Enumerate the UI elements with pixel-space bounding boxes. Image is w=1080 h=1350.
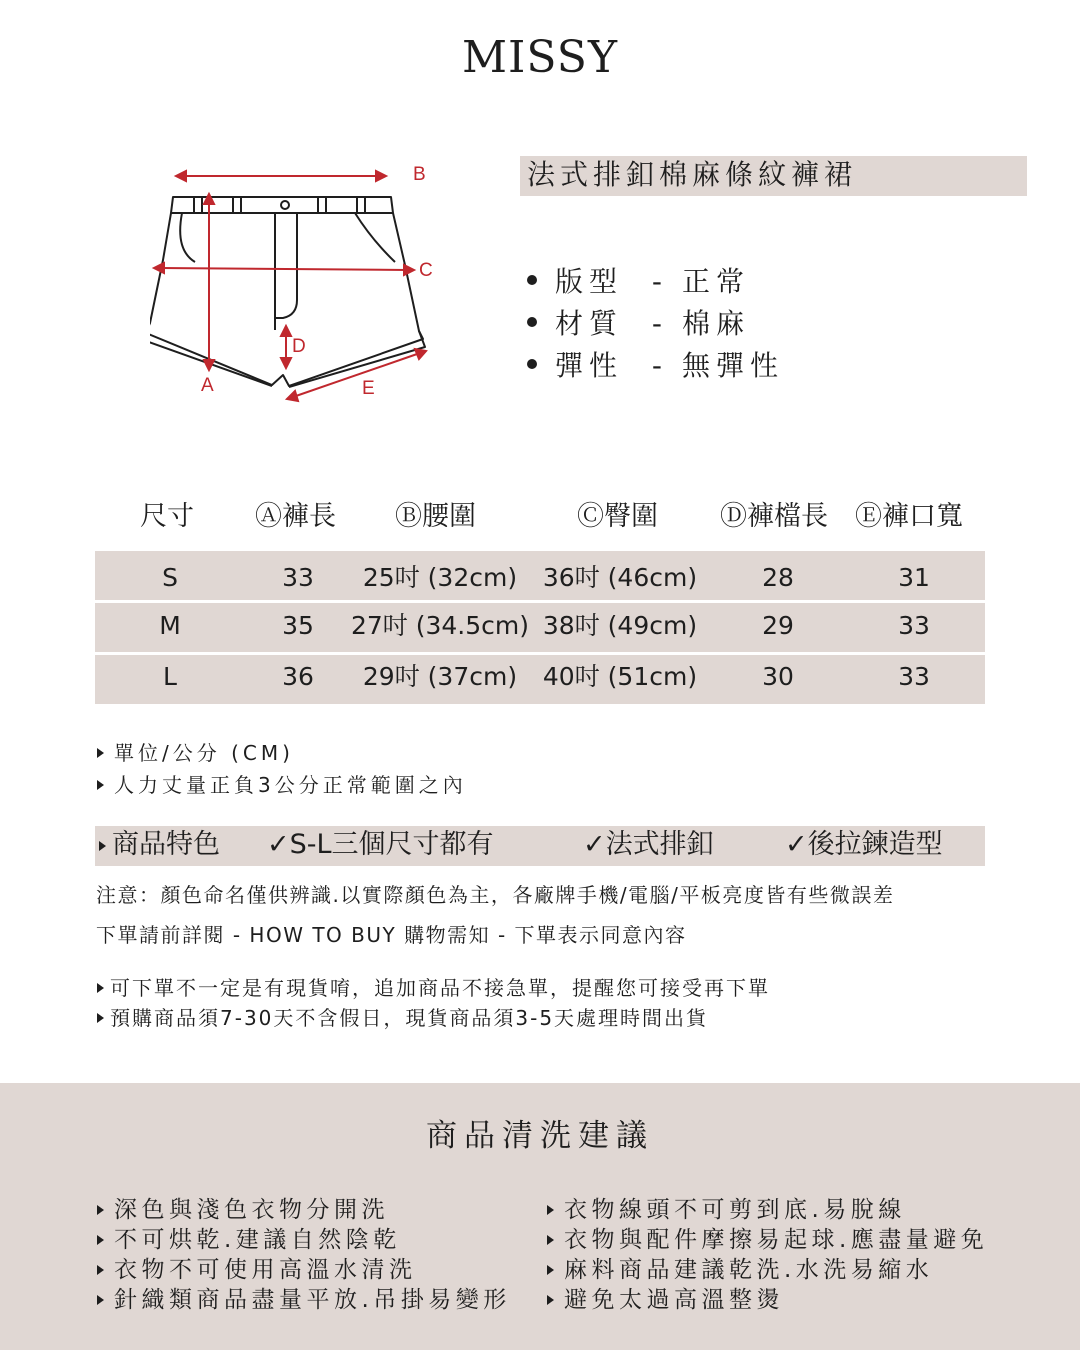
triangle-bullet-icon: [547, 1235, 554, 1245]
table-cell: 40吋 (51cm): [542, 662, 698, 691]
header-leg-opening: Ⓔ褲口寬: [855, 501, 963, 532]
spec-material: 材質 - 棉麻: [527, 302, 750, 342]
care-item: 深色與淺色衣物分開洗: [97, 1191, 389, 1224]
table-cell: 33: [898, 611, 930, 640]
triangle-bullet-icon: [97, 1205, 104, 1215]
table-cell: 33: [282, 563, 314, 592]
shorts-measurement-diagram: [150, 150, 450, 410]
triangle-bullet-icon: [97, 1235, 104, 1245]
triangle-bullet-icon: [547, 1265, 554, 1275]
header-hip: Ⓒ臀圍: [577, 501, 658, 532]
triangle-bullet-icon: [97, 780, 104, 790]
triangle-bullet-icon: [99, 841, 106, 851]
preorder-note-stock: 可下單不一定是有現貨唷，追加商品不接急單，提醒您可接受再下單: [97, 972, 770, 1001]
table-cell: L: [163, 662, 177, 691]
table-cell: 27吋 (34.5cm): [350, 611, 530, 640]
table-cell: S: [162, 563, 178, 592]
care-item: 不可烘乾.建議自然陰乾: [97, 1221, 401, 1254]
feature-sizes: ✓S-L三個尺寸都有: [267, 829, 494, 860]
spec-fit: 版型 - 正常: [527, 260, 750, 300]
triangle-bullet-icon: [97, 748, 104, 758]
feature-buttons: ✓法式排釦: [583, 829, 714, 860]
features-title: 商品特色: [99, 828, 220, 862]
care-item: 衣物線頭不可剪到底.易脫線: [547, 1191, 906, 1224]
care-title: 商品清洗建議: [426, 1118, 654, 1154]
table-cell: 29吋 (37cm): [362, 662, 518, 691]
label-a: A: [201, 375, 214, 396]
care-item: 衣物與配件摩擦易起球.應盡量避免: [547, 1221, 988, 1254]
color-warning: 注意：顏色命名僅供辨識.以實際顏色為主，各廠牌手機/電腦/平板亮度皆有些微誤差: [96, 883, 895, 907]
table-cell: M: [159, 611, 181, 640]
size-note-tolerance: 人力丈量正負3公分正常範圍之內: [97, 769, 467, 798]
care-item: 針織類商品盡量平放.吊掛易變形: [97, 1281, 511, 1314]
header-rise: Ⓓ褲檔長: [720, 501, 828, 532]
purchase-notice: 下單請前詳閱 - HOW TO BUY 購物需知 - 下單表示同意內容: [96, 923, 687, 947]
size-note-unit: 單位/公分 (CM): [97, 737, 294, 766]
triangle-bullet-icon: [97, 1295, 104, 1305]
triangle-bullet-icon: [547, 1205, 554, 1215]
table-cell: 35: [282, 611, 314, 640]
table-cell: 33: [898, 662, 930, 691]
table-cell: 25吋 (32cm): [362, 563, 518, 592]
spec-elasticity: 彈性 - 無彈性: [527, 344, 784, 384]
triangle-bullet-icon: [97, 1265, 104, 1275]
table-cell: 38吋 (49cm): [542, 611, 698, 640]
feature-zipper: ✓後拉鍊造型: [785, 829, 943, 860]
table-cell: 29: [762, 611, 794, 640]
table-cell: 36吋 (46cm): [542, 563, 698, 592]
care-item: 避免太過高溫整燙: [547, 1281, 784, 1314]
label-d: D: [292, 336, 306, 357]
triangle-bullet-icon: [97, 1013, 104, 1023]
bullet-icon: [527, 275, 537, 285]
bullet-icon: [527, 317, 537, 327]
header-length: Ⓐ褲長: [255, 501, 336, 532]
triangle-bullet-icon: [97, 983, 104, 993]
table-cell: 28: [762, 563, 794, 592]
header-size: 尺寸: [140, 501, 194, 532]
label-e: E: [362, 378, 375, 399]
triangle-bullet-icon: [547, 1295, 554, 1305]
bullet-icon: [527, 359, 537, 369]
header-waist: Ⓑ腰圍: [395, 501, 476, 532]
table-cell: 30: [762, 662, 794, 691]
label-c: C: [419, 260, 433, 281]
care-item: 衣物不可使用高溫水清洗: [97, 1251, 417, 1284]
table-cell: 36: [282, 662, 314, 691]
product-name: 法式排釦棉麻條紋褲裙: [527, 158, 858, 191]
brand-logo: MISSY: [462, 32, 618, 83]
label-b: B: [413, 164, 426, 185]
table-cell: 31: [898, 563, 930, 592]
care-item: 麻料商品建議乾洗.水洗易縮水: [547, 1251, 933, 1284]
preorder-note-shipping: 預購商品須7-30天不含假日，現貨商品須3-5天處理時間出貨: [97, 1002, 708, 1031]
